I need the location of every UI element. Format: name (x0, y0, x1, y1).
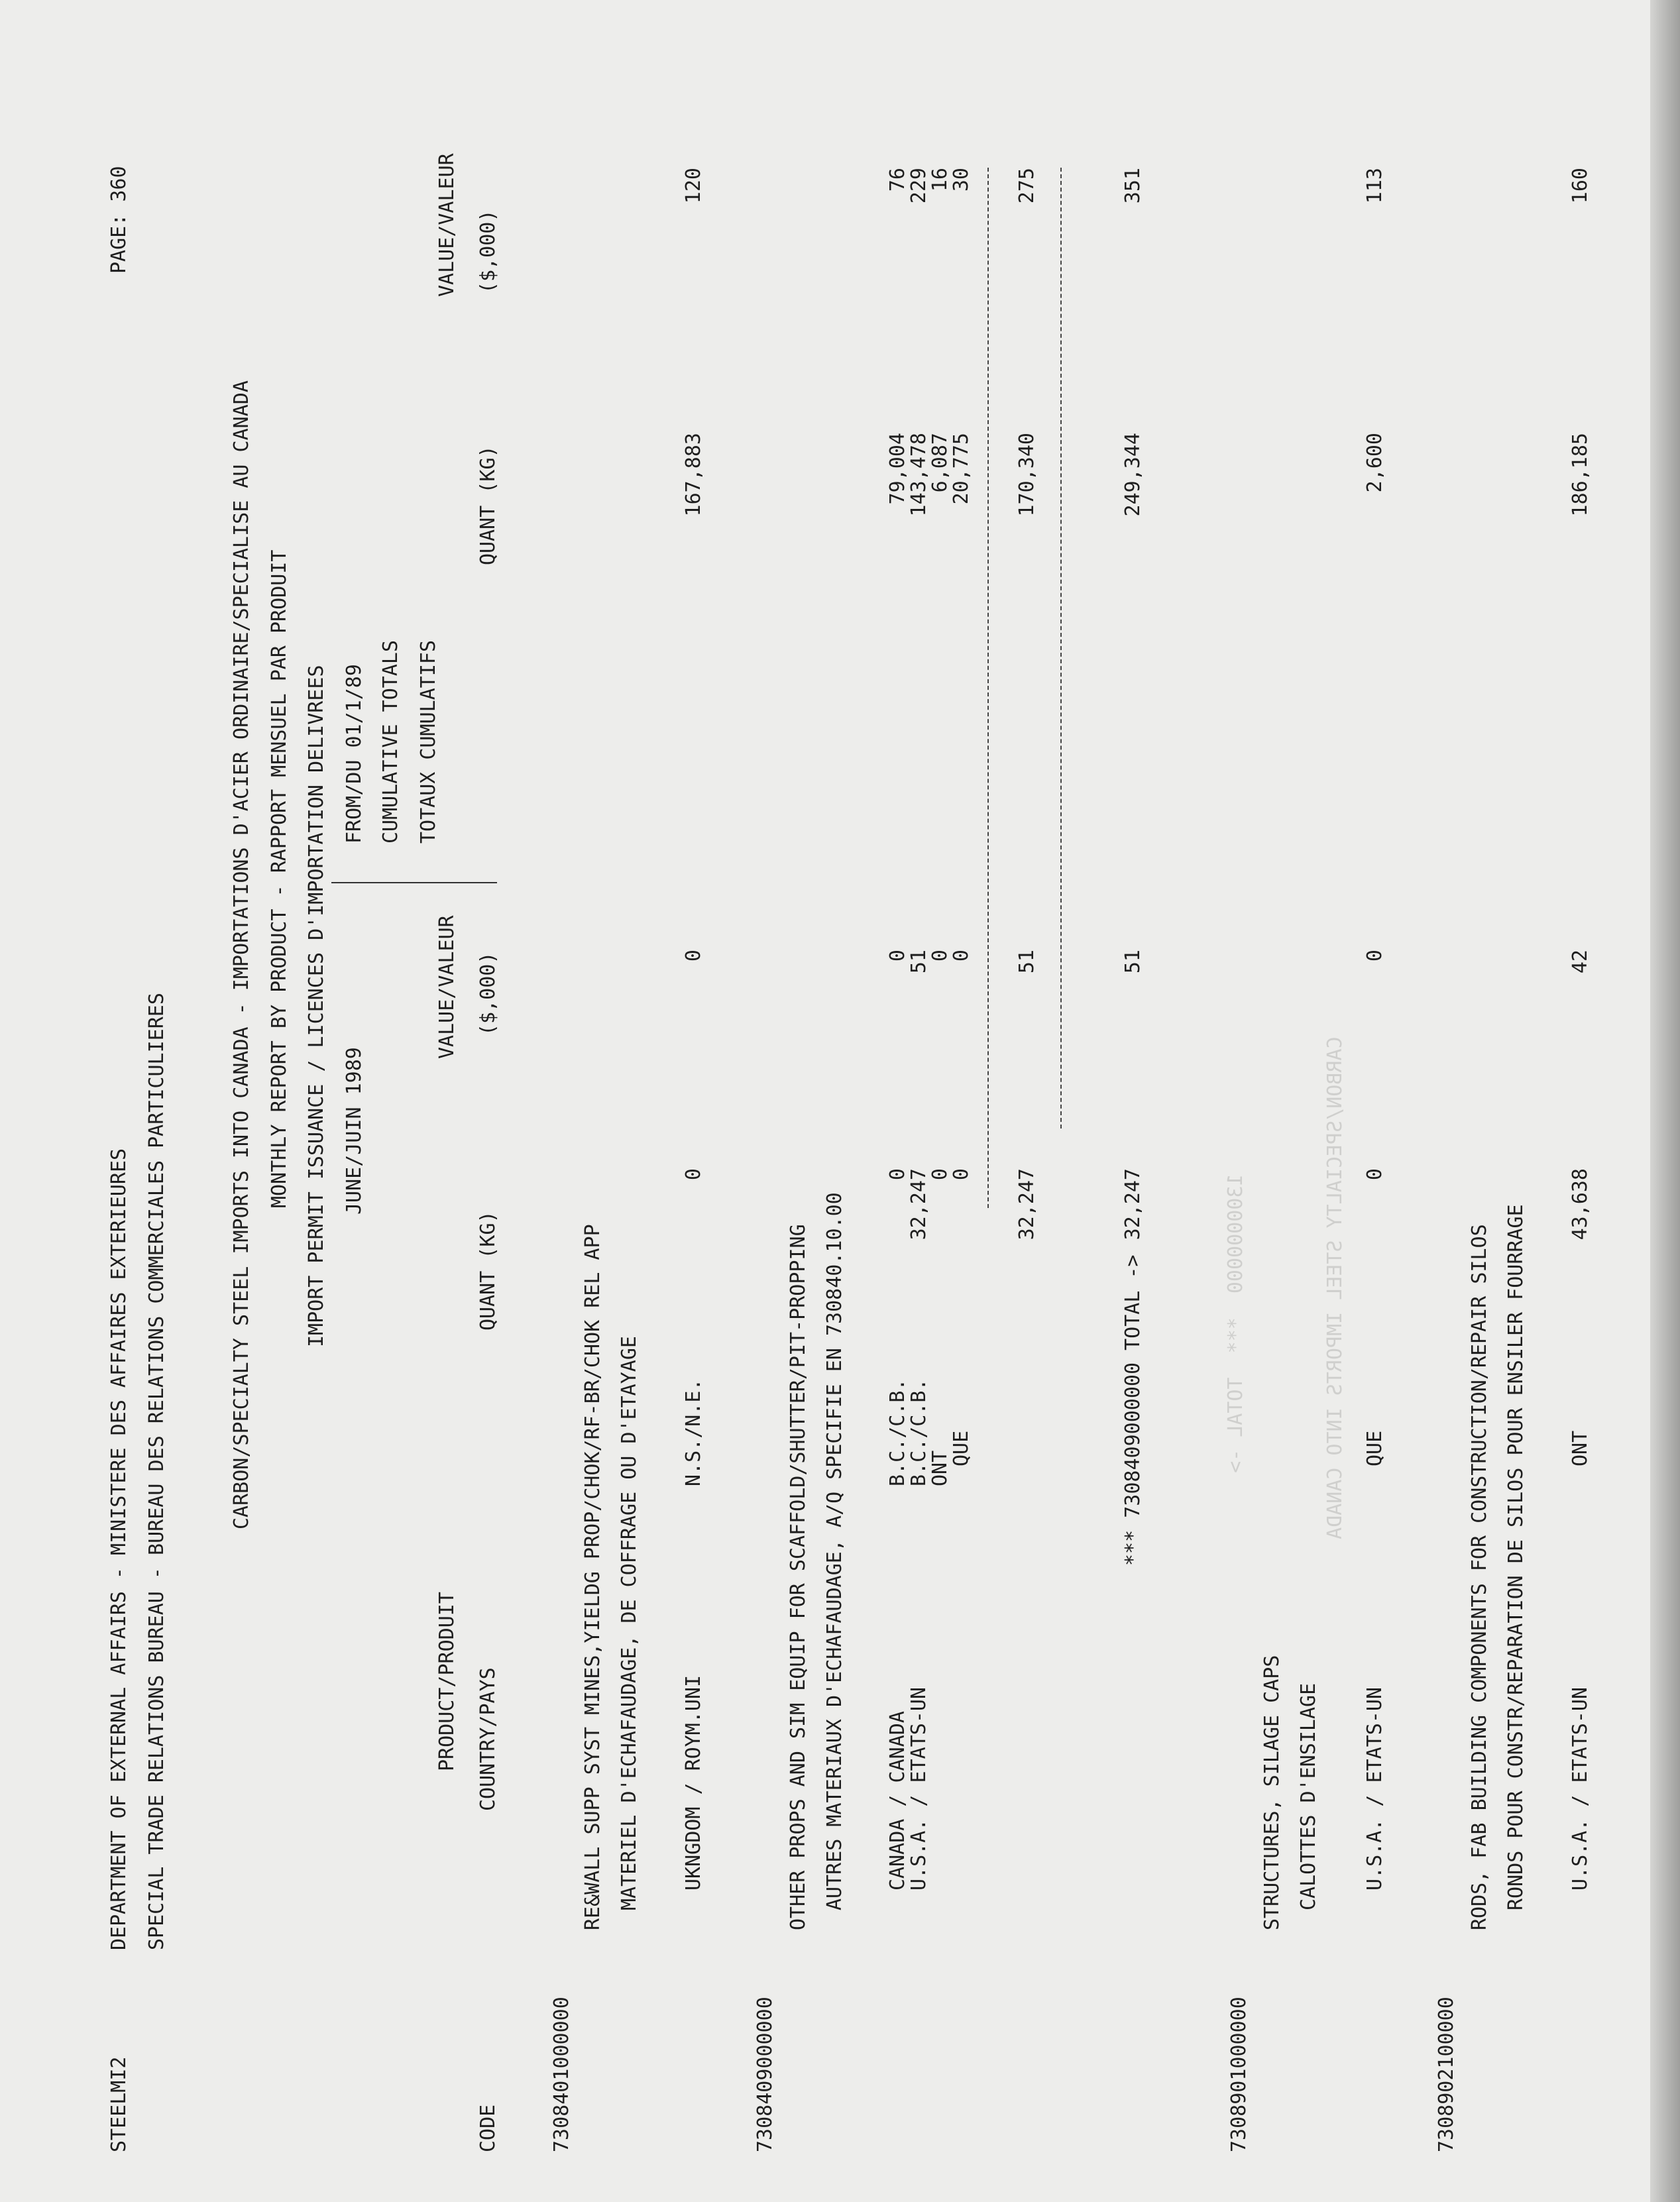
cum-quant-cell: 20,775 (950, 433, 973, 505)
report-subtitle-2: IMPORT PERMIT ISSUANCE / LICENCES D'IMPORTATION DELIVREES (305, 665, 328, 1347)
value-cell: 0 (1363, 950, 1386, 962)
cum-value-cell: 120 (682, 168, 705, 204)
country-cell: CANADA / CANADA (886, 1711, 909, 1891)
product-code: 7308401000000 (550, 1997, 573, 2152)
product-desc-en: STRUCTURES, SILAGE CAPS (1260, 1655, 1284, 1930)
subtotal-rule (987, 168, 989, 1208)
department-line-en: DEPARTMENT OF EXTERNAL AFFAIRS - MINISTERE DES AFFAIRES EXTERIEURES (107, 1148, 131, 1950)
cum-value-cell: 160 (1569, 168, 1592, 204)
total-label: *** 7308409000000 TOTAL -> (1121, 1254, 1145, 1566)
report-title: CARBON/SPECIALTY STEEL IMPORTS INTO CANADA - IMPORTATIONS D'ACIER ORDINAIRE/SPECIALISE AU CANADA (230, 380, 253, 1529)
subtotal-cum-value: 275 (1015, 168, 1038, 204)
cum-quant-cell: 79,004 (886, 433, 909, 505)
cum-quant-cell: 6,087 (928, 433, 952, 493)
country-cell: UKNGDOM / ROYM.UNI (682, 1675, 705, 1891)
value-cell: 42 (1569, 950, 1592, 974)
cum-value-cell: 30 (950, 168, 973, 192)
cum-value-unit-header: ($,000) (476, 209, 500, 294)
cum-value-column-header: VALUE/VALEUR (435, 153, 459, 297)
country-cell: U.S.A. / ETATS-UN (1569, 1686, 1592, 1891)
quant-column-header: QUANT (KG) (476, 1211, 500, 1331)
report-subtitle: MONTHLY REPORT BY PRODUCT - RAPPORT MENSUEL PAR PRODUIT (268, 549, 291, 1208)
department-line-fr: SPECIAL TRADE RELATIONS BUREAU - BUREAU DES RELATIONS COMMERCIALES PARTICULIERES (145, 993, 168, 1950)
quant-cell: 0 (950, 1168, 973, 1181)
province-cell: B.C./C.B. (886, 1378, 909, 1486)
country-column-header: COUNTRY/PAYS (476, 1667, 500, 1811)
quant-cell: 32,247 (907, 1168, 930, 1240)
province-cell: N.S./N.E. (682, 1378, 705, 1486)
cumulative-label-fr: TOTAUX CUMULATIFS (417, 639, 440, 844)
total-rule (1060, 168, 1062, 1129)
product-desc-fr: AUTRES MATERIAUX D'ECHAFAUDAGE, A/Q SPECIFIE EN 730840.10.00 (823, 1192, 846, 1910)
cum-value-cell: 76 (886, 168, 909, 192)
report-period: JUNE/JUIN 1989 (343, 1047, 366, 1215)
page-number: PAGE: 360 (107, 166, 131, 274)
value-cell: 0 (886, 950, 909, 962)
product-code: 7308409000000 (754, 1997, 777, 2152)
product-code: 7308901000000 (1227, 1997, 1251, 2152)
cumulative-label-en: CUMULATIVE TOTALS (379, 639, 402, 844)
value-cell: 51 (907, 950, 930, 974)
province-cell: ONT (1569, 1430, 1592, 1466)
subtotal-cum-quant: 170,340 (1015, 433, 1038, 517)
cum-quant-cell: 143,478 (907, 433, 930, 517)
total-cum-value: 351 (1121, 168, 1145, 204)
product-desc-fr: CALOTTES D'ENSILAGE (1297, 1682, 1320, 1910)
cum-quant-cell: 186,185 (1569, 433, 1592, 517)
value-column-header: VALUE/VALEUR (435, 915, 459, 1059)
product-desc-en: RE&WALL SUPP SYST MINES,YIELDG PROP/CHOK/RF-BR/CHOK REL APP (581, 1224, 604, 1930)
cumulative-divider (331, 882, 497, 883)
province-cell: QUE (1363, 1430, 1386, 1466)
report-id: STEELMI2 (107, 2056, 131, 2152)
total-cum-quant: 249,344 (1121, 433, 1145, 517)
product-desc-fr: RONDS POUR CONSTR/REPARATION DE SILOS POUR ENSILER FOURRAGE (1504, 1204, 1528, 1910)
quant-cell: 0 (682, 1168, 705, 1181)
cum-value-cell: 113 (1363, 168, 1386, 204)
value-cell: 0 (928, 950, 952, 962)
value-unit-header: ($,000) (476, 952, 500, 1036)
subtotal-value: 51 (1015, 950, 1038, 974)
country-cell: U.S.A. / ETATS-UN (907, 1686, 930, 1891)
value-cell: 0 (950, 950, 973, 962)
cum-quant-cell: 167,883 (682, 433, 705, 517)
bleed-through-2: CARBON/SPECIALTY STEEL IMPORTS INTO CANADA (1323, 1036, 1347, 1539)
quant-cell: 0 (928, 1168, 952, 1181)
cum-value-cell: 16 (928, 168, 952, 192)
product-desc-fr: MATERIEL D'ECHAFAUDAGE, DE COFFRAGE OU D'ETAYAGE (618, 1336, 641, 1910)
bleed-through-1: 1300000000 *** TOTAL -> (1224, 1174, 1247, 1473)
cumulative-from: FROM/DU 01/1/89 (343, 664, 366, 844)
product-desc-en: RODS, FAB BUILDING COMPONENTS FOR CONSTRUCTION/REPAIR SILOS (1468, 1224, 1491, 1930)
product-desc-en: OTHER PROPS AND SIM EQUIP FOR SCAFFOLD/SHUTTER/PIT-PROPPING (787, 1224, 810, 1930)
total-quant: 32,247 (1121, 1168, 1145, 1240)
product-column-header: PRODUCT/PRODUIT (435, 1592, 459, 1771)
total-value: 51 (1121, 950, 1145, 974)
value-cell: 0 (682, 950, 705, 962)
cum-quant-cell: 2,600 (1363, 433, 1386, 493)
province-cell: B.C./C.B. (907, 1378, 930, 1486)
subtotal-quant: 32,247 (1015, 1168, 1038, 1240)
province-cell: QUE (950, 1430, 973, 1466)
quant-cell: 43,638 (1569, 1168, 1592, 1240)
product-code: 7308902100000 (1435, 1997, 1458, 2152)
quant-cell: 0 (886, 1168, 909, 1181)
cum-quant-column-header: QUANT (KG) (476, 445, 500, 565)
province-cell: ONT (928, 1450, 952, 1486)
cum-value-cell: 229 (907, 168, 930, 204)
country-cell: U.S.A. / ETATS-UN (1363, 1686, 1386, 1891)
quant-cell: 0 (1363, 1168, 1386, 1181)
code-column-header: CODE (476, 2104, 500, 2152)
